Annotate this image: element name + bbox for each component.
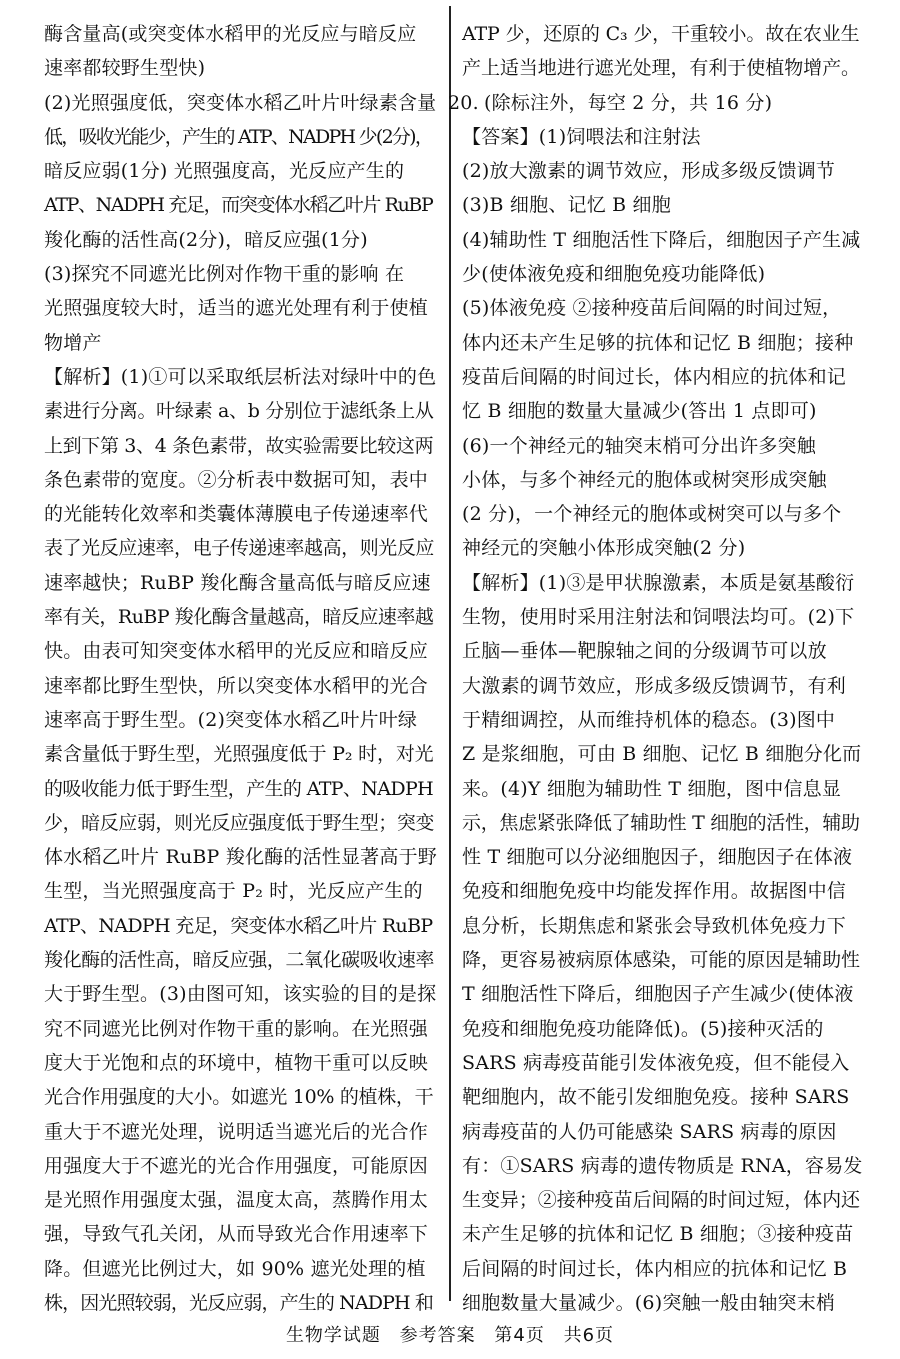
text-line: 条色素带的宽度。②分析表中数据可知，表中 xyxy=(44,468,429,491)
text-line: (2)光照强度低，突变体水稻乙叶片叶绿素含量 xyxy=(44,91,437,114)
footer-total: 共6页 xyxy=(563,1325,615,1346)
text-line: 表了光反应速率，电子传递速率越高，则光反应 xyxy=(44,537,435,560)
footer-subject: 生物学试题 xyxy=(285,1325,381,1346)
answer-line: (6)一个神经元的轴突末梢可分出许多突触 xyxy=(462,434,816,457)
text-line: 暗反应弱(1分) 光照强度高，光反应产生的 xyxy=(44,160,405,183)
q19-continuation xyxy=(462,17,864,86)
answer-line: 忆 B 细胞的数量大量减少(答出 1 点即可) xyxy=(462,400,817,423)
analysis-line: 降，更容易被病原体感染，可能的原因是辅助性 xyxy=(462,949,861,972)
q20-answer-block xyxy=(462,120,864,566)
text-line: 速率高于野生型。(2)突变体水稻乙叶片叶绿 xyxy=(44,708,418,731)
analysis-line: 后间隔的时间过长，体内相应的抗体和记忆 B xyxy=(462,1257,848,1280)
analysis-line: 示，焦虑紧张降低了辅助性 T 细胞的活性，辅助 xyxy=(462,811,860,834)
text-line: 速率都比野生型快，所以突变体水稻甲的光合 xyxy=(44,674,429,697)
analysis-line: 【解析】(1)③是甲状腺激素，本质是氨基酸衍 xyxy=(462,571,855,594)
text-line: 的吸收能力低于野生型，产生的 ATP、NADPH xyxy=(44,777,434,800)
answer-line: 少(使体液免疫和细胞免疫功能降低) xyxy=(462,263,766,286)
answer-line: 疫苗后间隔的时间过长，体内相应的抗体和记 xyxy=(462,365,847,388)
text-line: 体水稻乙叶片 RuBP 羧化酶的活性显著高于野 xyxy=(44,846,437,869)
text-line: 少，暗反应弱，则光反应强度低于野生型；突变 xyxy=(44,811,435,834)
left-column xyxy=(44,17,438,1320)
analysis-line: 有：①SARS 病毒的遗传物质是 RNA，容易发 xyxy=(462,1154,863,1177)
analysis-line: 靶细胞内，故不能引发细胞免疫。接种 SARS xyxy=(462,1086,850,1109)
text-line: 上到下第 3、4 条色素带，故实验需要比较这两 xyxy=(44,434,434,457)
analysis-line: 生物，使用时采用注射法和饲喂法均可。(2)下 xyxy=(462,606,855,629)
text-line: 的光能转化效率和类囊体薄膜电子传递速率代 xyxy=(44,503,429,526)
answer-line: (3)B 细胞、记忆 B 细胞 xyxy=(462,194,671,217)
answer-line: (4)辅助性 T 细胞活性下降后，细胞因子产生减 xyxy=(462,228,861,251)
q20-header: (除标注外，每空 2 分，共 16 分) xyxy=(484,91,773,114)
right-column xyxy=(448,17,864,1320)
analysis-line: 性 T 细胞可以分泌细胞因子，细胞因子在体液 xyxy=(462,846,853,869)
analysis-line: Z 是浆细胞，可由 B 细胞、记忆 B 细胞分化而 xyxy=(462,743,862,766)
analysis-line: 细胞数量大量减少。(6)突触一般由轴突末梢 xyxy=(462,1291,836,1314)
text-line: 羧化酶的活性高，暗反应强，二氧化碳吸收速率 xyxy=(44,949,435,972)
q20-number: 20. xyxy=(448,91,479,114)
analysis-line: 免疫和细胞免疫中均能发挥作用。故据图中信 xyxy=(462,880,847,903)
text-line: 强，导致气孔关闭，从而导致光合作用速率下 xyxy=(44,1223,429,1246)
analysis-line: 病毒疫苗的人仍可能感染 SARS 病毒的原因 xyxy=(462,1120,837,1143)
text-line: 速率越快；RuBP 羧化酶含量高低与暗反应速 xyxy=(44,571,431,594)
analysis-line: 息分析，长期焦虑和紧张会导致机体免疫力下 xyxy=(462,914,847,937)
text-line: 酶含量高(或突变体水稻甲的光反应与暗反应 xyxy=(44,23,417,45)
text-line: 速率都较野生型快) xyxy=(44,57,206,80)
text-line: (3)探究不同遮光比例对作物干重的影响 在 xyxy=(44,263,405,286)
q20-analysis-block xyxy=(462,566,864,1321)
text-line: 大于野生型。(3)由图可知，该实验的目的是探 xyxy=(44,983,437,1006)
text-line: 【解析】(1)①可以采取纸层析法对绿叶中的色 xyxy=(44,365,437,388)
text-line: 低，吸收光能少，产生的 ATP、NADPH 少(2分)， xyxy=(44,125,433,148)
text-line: 生型，当光照强度高于 P₂ 时，光反应产生的 xyxy=(44,880,423,903)
page-footer xyxy=(0,1321,900,1347)
analysis-line: 大激素的调节效应，形成多级反馈调节，有利 xyxy=(462,674,847,697)
text-line: 用强度大于不遮光的光合作用强度，可能原因 xyxy=(44,1154,429,1177)
answer-line: 神经元的突触小体形成突触(2 分) xyxy=(462,537,746,560)
answer-line: 小体，与多个神经元的胞体或树突形成突触 xyxy=(462,468,827,491)
text-line: 重大于不遮光处理，说明适当遮光后的光合作 xyxy=(44,1120,429,1143)
analysis-line: 免疫和细胞免疫功能降低)。(5)接种灭活的 xyxy=(462,1017,824,1040)
text-line: 光照强度较大时，适当的遮光处理有利于使植 xyxy=(44,297,429,320)
footer-page: 第4页 xyxy=(494,1325,545,1346)
text-line: 株，因光照较弱，光反应弱，产生的 NADPH 和 xyxy=(44,1291,434,1314)
analysis-line: 于精细调控，从而维持机体的稳态。(3)图中 xyxy=(462,708,836,731)
text-line: 究不同遮光比例对作物干重的影响。在光照强 xyxy=(44,1017,429,1040)
text-line: 光合作用强度的大小。如遮光 10% 的植株，干 xyxy=(44,1086,434,1109)
analysis-line: T 细胞活性下降后，细胞因子产生减少(使体液 xyxy=(462,983,854,1006)
q20-header-line xyxy=(448,86,864,120)
analysis-line: 来。(4)Y 细胞为辅助性 T 细胞，图中信息显 xyxy=(462,777,842,800)
analysis-line: 丘脑—垂体—靶腺轴之间的分级调节可以放 xyxy=(462,640,827,663)
answer-line: 体内还未产生足够的抗体和记忆 B 细胞；接种 xyxy=(462,331,854,354)
text-line: ATP 少，还原的 C₃ 少，干重较小。故在农业生 xyxy=(462,23,860,45)
text-line: 素进行分离。叶绿素 a、b 分别位于滤纸条上从 xyxy=(44,400,434,423)
text-line: ATP、NADPH 充足，而突变体水稻乙叶片 RuBP xyxy=(44,194,433,217)
text-line: 产上适当地进行遮光处理，有利于使植物增产。 xyxy=(462,57,861,80)
analysis-line: SARS 病毒疫苗能引发体液免疫，但不能侵入 xyxy=(462,1051,850,1074)
text-line: 降。但遮光比例过大，如 90% 遮光处理的植 xyxy=(44,1257,426,1280)
analysis-line: 未产生足够的抗体和记忆 B 细胞；③接种疫苗 xyxy=(462,1223,854,1246)
answer-line: 【答案】(1)饲喂法和注射法 xyxy=(462,125,701,148)
answer-line: (2)放大激素的调节效应，形成多级反馈调节 xyxy=(462,160,836,183)
text-line: 物增产 xyxy=(44,331,102,354)
text-line: 快。由表可知突变体水稻甲的光反应和暗反应 xyxy=(44,640,429,663)
text-line: 素含量低于野生型，光照强度低于 P₂ 时，对光 xyxy=(44,743,434,766)
text-line: 度大于光饱和点的环境中，植物干重可以反映 xyxy=(44,1051,429,1074)
column-divider xyxy=(449,6,451,1301)
answer-line: (2 分)，一个神经元的胞体或树突可以与多个 xyxy=(462,503,842,526)
text-line: 羧化酶的活性高(2分)，暗反应强(1分) xyxy=(44,228,368,251)
text-line: 是光照作用强度太强，温度太高，蒸腾作用太 xyxy=(44,1189,429,1212)
text-line: ATP、NADPH 充足，突变体水稻乙叶片 RuBP xyxy=(44,914,433,937)
text-line: 率有关，RuBP 羧化酶含量越高，暗反应速率越 xyxy=(44,606,434,629)
answer-line: (5)体液免疫 ②接种疫苗后间隔的时间过短， xyxy=(462,297,842,320)
footer-doc-type: 参考答案 xyxy=(399,1325,476,1346)
analysis-line: 生变异；②接种疫苗后间隔的时间过短，体内还 xyxy=(462,1189,861,1212)
